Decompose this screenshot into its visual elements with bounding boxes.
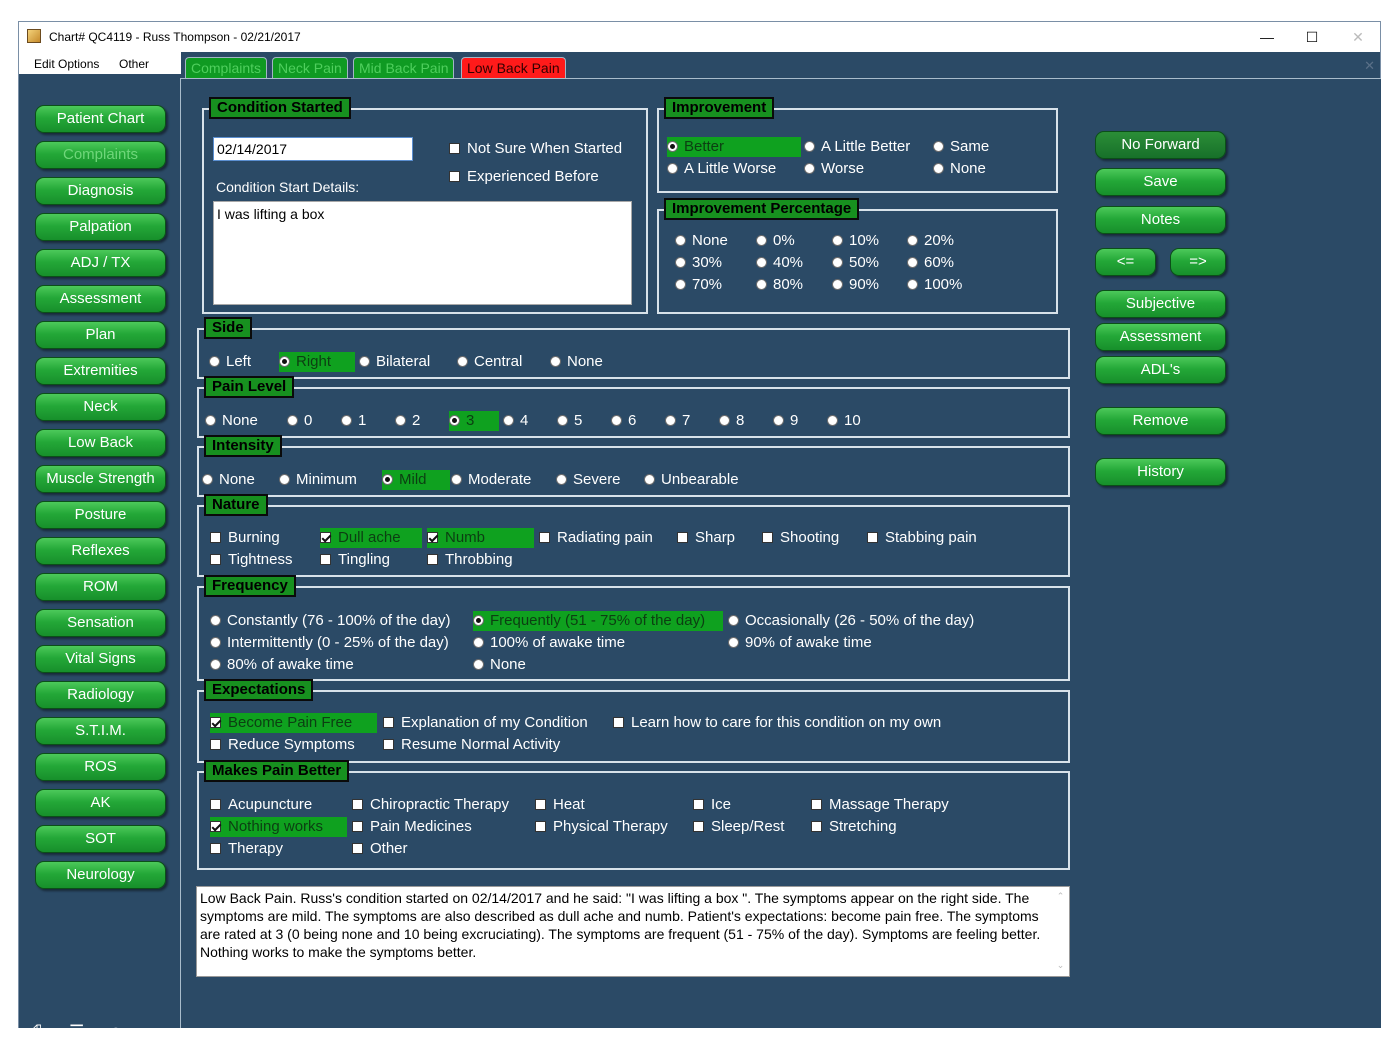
radio-icon [675, 279, 686, 290]
checkbox-icon [449, 171, 460, 182]
adls-button[interactable]: ADL's [1095, 356, 1226, 384]
expectations-resume-activity-checkbox[interactable]: Resume Normal Activity [383, 735, 560, 755]
radio-icon [933, 141, 944, 152]
improvement-legend: Improvement [664, 97, 774, 119]
checkbox-icon [352, 843, 363, 854]
radio-icon [359, 356, 370, 367]
experienced-before-checkbox[interactable]: Experienced Before [449, 167, 599, 187]
printer-icon[interactable]: ⎙ [29, 1022, 45, 1044]
improvement-same-radio[interactable]: Same [933, 137, 989, 157]
improvement-worse-radio[interactable]: Worse [804, 159, 864, 179]
percent-80-radio[interactable]: 80% [756, 275, 803, 295]
improvement-none-radio[interactable]: None [933, 159, 986, 179]
complaint-form [180, 78, 1381, 1028]
radio-icon [341, 415, 352, 426]
radio-icon [550, 356, 561, 367]
sidebar-item-radiology[interactable]: Radiology [35, 681, 166, 709]
details-label: Condition Start Details: [216, 179, 360, 195]
details-textarea[interactable]: I was lifting a box [213, 201, 632, 305]
percent-40-radio[interactable]: 40% [756, 253, 803, 273]
minimize-button[interactable]: — [1260, 29, 1274, 45]
pain-9-radio[interactable]: 9 [773, 411, 798, 431]
better-therapy-checkbox[interactable]: Therapy [210, 839, 283, 859]
checkbox-icon [210, 821, 221, 832]
pain-0-radio[interactable]: 0 [287, 411, 312, 431]
radio-icon [473, 637, 484, 648]
radio-icon [473, 615, 484, 626]
sidebar [19, 74, 180, 1046]
better-nothing-works-checkbox[interactable]: Nothing works [210, 817, 347, 837]
next-button[interactable]: => [1170, 248, 1226, 276]
radio-icon [202, 474, 213, 485]
checkbox-icon [539, 532, 550, 543]
nature-tightness-checkbox[interactable]: Tightness [210, 550, 292, 570]
radio-icon [557, 415, 568, 426]
frequency-legend: Frequency [204, 575, 296, 597]
radio-icon [719, 415, 730, 426]
nature-numb-checkbox[interactable]: Numb [427, 528, 534, 548]
improvement-a-little-better-radio[interactable]: A Little Better [804, 137, 910, 157]
checkbox-icon [427, 532, 438, 543]
radio-icon [473, 659, 484, 670]
pain-8-radio[interactable]: 8 [719, 411, 744, 431]
not-sure-checkbox[interactable]: Not Sure When Started [449, 139, 622, 159]
better-heat-checkbox[interactable]: Heat [535, 795, 585, 815]
frequency-group [197, 577, 1070, 681]
checkbox-icon [867, 532, 878, 543]
radio-icon [728, 637, 739, 648]
pain-4-radio[interactable]: 4 [503, 411, 528, 431]
better-stretching-checkbox[interactable]: Stretching [811, 817, 897, 837]
intensity-legend: Intensity [204, 435, 282, 457]
better-physical-therapy-checkbox[interactable]: Physical Therapy [535, 817, 668, 837]
radio-icon [804, 141, 815, 152]
radio-icon [756, 257, 767, 268]
side-legend: Side [204, 317, 252, 339]
sidebar-item-stim[interactable]: S.T.I.M. [35, 717, 166, 745]
tab-neck-pain[interactable]: Neck Pain [272, 57, 348, 79]
sidebar-item-ros[interactable]: ROS [35, 753, 166, 781]
checkbox-icon [210, 739, 221, 750]
sidebar-item-neck[interactable]: Neck [35, 393, 166, 421]
pain-10-radio[interactable]: 10 [827, 411, 861, 431]
radio-icon [209, 356, 220, 367]
nature-shooting-checkbox[interactable]: Shooting [762, 528, 839, 548]
checkbox-icon [352, 821, 363, 832]
radio-icon [457, 356, 468, 367]
intensity-minimum-radio[interactable]: Minimum [279, 470, 357, 490]
radio-icon [503, 415, 514, 426]
frequency-occasionally-radio[interactable]: Occasionally (26 - 50% of the day) [728, 611, 974, 631]
intensity-moderate-radio[interactable]: Moderate [451, 470, 531, 490]
percent-90-radio[interactable]: 90% [832, 275, 879, 295]
summary-scrollbar[interactable] [1052, 887, 1069, 976]
expectations-pain-free-checkbox[interactable]: Become Pain Free [210, 713, 377, 733]
arrow-right-icon[interactable]: ➜ [149, 1024, 166, 1046]
radio-icon [933, 163, 944, 174]
radio-icon [827, 415, 838, 426]
checkbox-icon [762, 532, 773, 543]
nature-group [197, 496, 1070, 577]
checklist-icon[interactable]: ☰ [69, 1022, 85, 1041]
better-pain-medicines-checkbox[interactable]: Pain Medicines [352, 817, 472, 837]
pain-5-radio[interactable]: 5 [557, 411, 582, 431]
radio-icon [773, 415, 784, 426]
sidebar-item-palpation[interactable]: Palpation [35, 213, 166, 241]
percent-none-radio[interactable]: None [675, 231, 728, 251]
tab-close-icon[interactable]: ✕ [1364, 58, 1375, 73]
radio-icon [675, 257, 686, 268]
nature-throbbing-checkbox[interactable]: Throbbing [427, 550, 513, 570]
main-window [18, 21, 1381, 1046]
menu-edit-options[interactable]: Edit Options [34, 57, 100, 71]
sidebar-item-complaints[interactable]: Complaints [35, 141, 166, 169]
expectations-explanation-checkbox[interactable]: Explanation of my Condition [383, 713, 588, 733]
percent-70-radio[interactable]: 70% [675, 275, 722, 295]
nature-tingling-checkbox[interactable]: Tingling [320, 550, 390, 570]
summary-textarea[interactable] [196, 886, 1070, 977]
frequency-100-awake-radio[interactable]: 100% of awake time [473, 633, 625, 653]
intensity-mild-radio[interactable]: Mild [382, 470, 450, 490]
intensity-severe-radio[interactable]: Severe [556, 470, 621, 490]
percent-0-radio[interactable]: 0% [756, 231, 795, 251]
radio-icon [395, 415, 406, 426]
percent-100-radio[interactable]: 100% [907, 275, 962, 295]
radio-icon [728, 615, 739, 626]
better-massage-checkbox[interactable]: Massage Therapy [811, 795, 949, 815]
radio-icon [279, 474, 290, 485]
percent-10-radio[interactable]: 10% [832, 231, 879, 251]
intensity-unbearable-radio[interactable]: Unbearable [644, 470, 739, 490]
percent-30-radio[interactable]: 30% [675, 253, 722, 273]
checkbox-icon [693, 821, 704, 832]
better-ice-checkbox[interactable]: Ice [693, 795, 731, 815]
improvement-percentage-group [657, 200, 1058, 314]
radio-icon [756, 235, 767, 246]
pain-level-group [197, 378, 1070, 438]
radio-icon [756, 279, 767, 290]
menu-other[interactable]: Other [119, 57, 150, 71]
better-other-checkbox[interactable]: Other [352, 839, 408, 859]
improvement-a-little-worse-radio[interactable]: A Little Worse [667, 159, 776, 179]
radio-icon [665, 415, 676, 426]
radio-icon [832, 257, 843, 268]
nature-radiating-pain-checkbox[interactable]: Radiating pain [539, 528, 653, 548]
radio-icon [210, 637, 221, 648]
checkbox-icon [383, 717, 394, 728]
radio-icon [667, 141, 678, 152]
checkbox-icon [811, 821, 822, 832]
sidebar-item-assessment[interactable]: Assessment [35, 285, 166, 313]
radio-icon [287, 415, 298, 426]
pain-none-radio[interactable]: None [205, 411, 258, 431]
radio-icon [907, 279, 918, 290]
improvement-better-radio[interactable]: Better [667, 137, 801, 157]
radio-icon [210, 659, 221, 670]
radio-icon [382, 474, 393, 485]
nature-stabbing-pain-checkbox[interactable]: Stabbing pain [867, 528, 977, 548]
side-bilateral-radio[interactable]: Bilateral [359, 352, 430, 372]
sidebar-item-patient-chart[interactable]: Patient Chart [35, 105, 166, 133]
pain-2-radio[interactable]: 2 [395, 411, 420, 431]
checkbox-icon [210, 799, 221, 810]
frequency-80-awake-radio[interactable]: 80% of awake time [210, 655, 354, 675]
expectations-reduce-symptoms-checkbox[interactable]: Reduce Symptoms [210, 735, 355, 755]
sidebar-item-posture[interactable]: Posture [35, 501, 166, 529]
sidebar-item-extremities[interactable]: Extremities [35, 357, 166, 385]
side-left-radio[interactable]: Left [209, 352, 251, 372]
expectations-learn-care-checkbox[interactable]: Learn how to care for this condition on my own [613, 713, 941, 733]
side-group [197, 319, 1070, 379]
radio-icon [804, 163, 815, 174]
sidebar-item-ak[interactable]: AK [35, 789, 166, 817]
expectations-group [197, 681, 1070, 763]
improvement-percentage-legend: Improvement Percentage [664, 198, 859, 220]
sidebar-item-sensation[interactable]: Sensation [35, 609, 166, 637]
pain-3-radio[interactable]: 3 [449, 411, 499, 431]
scroll-down-icon[interactable]: ⌄ [1056, 960, 1065, 970]
sidebar-item-adj-tx[interactable]: ADJ / TX [35, 249, 166, 277]
radio-icon [449, 415, 460, 426]
maximize-button[interactable]: ☐ [1305, 29, 1319, 45]
checkbox-icon [449, 143, 460, 154]
checkbox-icon [693, 799, 704, 810]
sidebar-item-low-back[interactable]: Low Back [35, 429, 166, 457]
nature-legend: Nature [204, 494, 268, 516]
radio-icon [832, 235, 843, 246]
summary-text: Low Back Pain. Russ's condition started on 02/14/2017 and he said: "I was lifting a box ". The symptoms appear on the right side. The symptoms are mild. The symptoms are also described as dull ache and numb. Patient's expectations: become pain free. The symptoms are rated at 3 (0 being none and 10 being excruciating). The symptoms are frequent (51 - 75% of the day). Symptoms are feeling better. Nothing works to make the symptoms better. [200, 890, 1041, 960]
frequency-frequently-radio[interactable]: Frequently (51 - 75% of the day) [473, 611, 723, 631]
frequency-intermittently-radio[interactable]: Intermittently (0 - 25% of the day) [210, 633, 449, 653]
sidebar-item-vital-signs[interactable]: Vital Signs [35, 645, 166, 673]
close-button[interactable]: ✕ [1352, 29, 1364, 45]
radio-icon [205, 415, 216, 426]
window-title: Chart# QC4119 - Russ Thompson - 02/21/2017 [49, 30, 301, 44]
start-date-input[interactable]: 02/14/2017 [213, 137, 413, 161]
refresh-icon[interactable]: ⟳ [109, 1024, 126, 1046]
expectations-legend: Expectations [204, 679, 313, 701]
makes-pain-better-legend: Makes Pain Better [204, 760, 349, 782]
intensity-none-radio[interactable]: None [202, 470, 255, 490]
assessment-button[interactable]: Assessment [1095, 323, 1226, 351]
percent-60-radio[interactable]: 60% [907, 253, 954, 273]
checkbox-icon [535, 799, 546, 810]
menu-bar [19, 52, 181, 74]
frequency-90-awake-radio[interactable]: 90% of awake time [728, 633, 872, 653]
radio-icon [832, 279, 843, 290]
tab-mid-back-pain[interactable]: Mid Back Pain [353, 57, 454, 79]
percent-20-radio[interactable]: 20% [907, 231, 954, 251]
history-button[interactable]: History [1095, 458, 1226, 486]
side-none-radio[interactable]: None [550, 352, 603, 372]
percent-50-radio[interactable]: 50% [832, 253, 879, 273]
radio-icon [556, 474, 567, 485]
pain-6-radio[interactable]: 6 [611, 411, 636, 431]
condition-started-group [202, 99, 648, 314]
checkbox-icon [383, 739, 394, 750]
radio-icon [907, 235, 918, 246]
checkbox-icon [320, 532, 331, 543]
intensity-group [197, 437, 1070, 497]
sidebar-item-plan[interactable]: Plan [35, 321, 166, 349]
makes-pain-better-group [197, 762, 1070, 870]
sidebar-item-sot[interactable]: SOT [35, 825, 166, 853]
radio-icon [451, 474, 462, 485]
pain-1-radio[interactable]: 1 [341, 411, 366, 431]
checkbox-icon [613, 717, 624, 728]
sidebar-item-rom[interactable]: ROM [35, 573, 166, 601]
checkbox-icon [677, 532, 688, 543]
title-bar [19, 22, 1380, 52]
frequency-constantly-radio[interactable]: Constantly (76 - 100% of the day) [210, 611, 450, 631]
checkbox-icon [210, 843, 221, 854]
tab-low-back-pain[interactable]: Low Back Pain [461, 57, 566, 79]
scroll-up-icon[interactable]: ⌃ [1056, 891, 1065, 901]
checkbox-icon [320, 554, 331, 565]
nature-dull-ache-checkbox[interactable]: Dull ache [320, 528, 422, 548]
better-chiropractic-checkbox[interactable]: Chiropractic Therapy [352, 795, 509, 815]
checkbox-icon [210, 532, 221, 543]
previous-button[interactable]: <= [1095, 248, 1156, 276]
remove-button[interactable]: Remove [1095, 407, 1226, 435]
better-sleep-rest-checkbox[interactable]: Sleep/Rest [693, 817, 784, 837]
radio-icon [907, 257, 918, 268]
nature-burning-checkbox[interactable]: Burning [210, 528, 280, 548]
side-central-radio[interactable]: Central [457, 352, 522, 372]
checkbox-icon [210, 717, 221, 728]
no-forward-button[interactable]: No Forward [1095, 131, 1226, 159]
radio-icon [644, 474, 655, 485]
improvement-group [657, 99, 1058, 193]
sidebar-item-muscle-strength[interactable]: Muscle Strength [35, 465, 166, 493]
app-icon [27, 29, 41, 43]
radio-icon [611, 415, 622, 426]
checkbox-icon [535, 821, 546, 832]
side-right-radio[interactable]: Right [279, 352, 355, 372]
pain-level-legend: Pain Level [204, 376, 294, 398]
save-button[interactable]: Save [1095, 168, 1226, 196]
nature-sharp-checkbox[interactable]: Sharp [677, 528, 735, 548]
sidebar-item-neurology[interactable]: Neurology [35, 861, 166, 889]
tab-strip [181, 52, 1381, 78]
better-acupuncture-checkbox[interactable]: Acupuncture [210, 795, 312, 815]
tab-complaints[interactable]: Complaints [185, 57, 267, 79]
sidebar-item-diagnosis[interactable]: Diagnosis [35, 177, 166, 205]
radio-icon [667, 163, 678, 174]
checkbox-icon [427, 554, 438, 565]
sidebar-item-reflexes[interactable]: Reflexes [35, 537, 166, 565]
radio-icon [210, 615, 221, 626]
condition-started-legend: Condition Started [209, 97, 351, 119]
radio-icon [279, 356, 290, 367]
subjective-button[interactable]: Subjective [1095, 290, 1226, 318]
frequency-none-radio[interactable]: None [473, 655, 526, 675]
checkbox-icon [811, 799, 822, 810]
radio-icon [675, 235, 686, 246]
notes-button[interactable]: Notes [1095, 206, 1226, 234]
pain-7-radio[interactable]: 7 [665, 411, 690, 431]
checkbox-icon [352, 799, 363, 810]
checkbox-icon [210, 554, 221, 565]
